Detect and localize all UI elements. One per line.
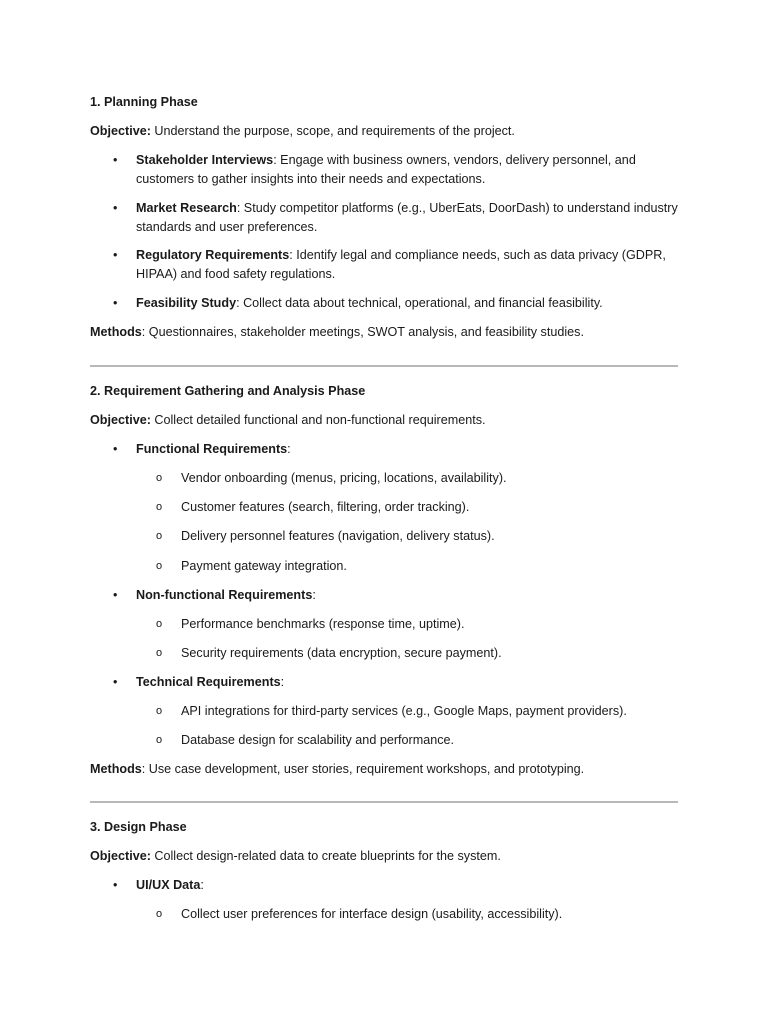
sub-bullet-icon: o bbox=[156, 472, 163, 484]
list-item bbox=[136, 673, 684, 692]
sub-list-item: Vendor onboarding (menus, pricing, locations, availability). bbox=[181, 471, 507, 485]
methods-line bbox=[90, 760, 680, 779]
list-item-label: Functional Requirements bbox=[136, 442, 288, 456]
sub-bullet-icon: o bbox=[156, 501, 163, 513]
list-item bbox=[136, 586, 684, 605]
methods-label: Methods bbox=[90, 325, 142, 339]
section-heading: 1. Planning Phase bbox=[90, 95, 198, 109]
sub-list-item: Collect user preferences for interface design (usability, accessibility). bbox=[181, 907, 563, 921]
list-item-text: : bbox=[287, 442, 291, 456]
list-item-label: Technical Requirements bbox=[136, 675, 281, 689]
objective-text: Collect design-related data to create blueprints for the system. bbox=[150, 849, 501, 863]
sub-list-item: API integrations for third-party services (e.g., Google Maps, payment providers). bbox=[181, 704, 627, 718]
bullet-icon: • bbox=[113, 588, 118, 602]
sub-list-item: Performance benchmarks (response time, uptime). bbox=[181, 617, 465, 631]
list-item-text: : Identify legal and compliance needs, such as data privacy (GDPR, HIPAA) and food safety regulations. bbox=[136, 248, 666, 281]
sub-list-item: Customer features (search, filtering, order tracking). bbox=[181, 500, 470, 514]
objective-line bbox=[90, 411, 680, 430]
sub-bullet-icon: o bbox=[156, 908, 163, 920]
list-item-text: : Engage with business owners, vendors, delivery personnel, and customers to gather insights into their needs and expectations. bbox=[136, 153, 636, 186]
section-heading: 2. Requirement Gathering and Analysis Phase bbox=[90, 384, 366, 398]
list-item bbox=[136, 246, 684, 283]
methods-line bbox=[90, 323, 680, 342]
list-item bbox=[136, 440, 684, 459]
sub-bullet-icon: o bbox=[156, 618, 163, 630]
methods-label: Methods bbox=[90, 762, 142, 776]
list-item-text: : bbox=[312, 588, 316, 602]
section-divider bbox=[90, 365, 678, 367]
objective-label: Objective: bbox=[90, 849, 151, 863]
list-item bbox=[136, 876, 684, 895]
bullet-icon: • bbox=[113, 248, 118, 262]
sub-list-item: Security requirements (data encryption, secure payment). bbox=[181, 646, 502, 660]
bullet-icon: • bbox=[113, 442, 118, 456]
section-heading: 3. Design Phase bbox=[90, 820, 187, 834]
list-item-label: Market Research bbox=[136, 201, 237, 215]
methods-text: : Questionnaires, stakeholder meetings, SWOT analysis, and feasibility studies. bbox=[141, 325, 584, 339]
bullet-icon: • bbox=[113, 296, 118, 310]
objective-text: Collect detailed functional and non-functional requirements. bbox=[150, 413, 486, 427]
list-item-label: Regulatory Requirements bbox=[136, 248, 290, 262]
list-item bbox=[136, 199, 684, 236]
sub-list-item: Payment gateway integration. bbox=[181, 559, 347, 573]
sub-bullet-icon: o bbox=[156, 560, 163, 572]
sub-list-item: Database design for scalability and performance. bbox=[181, 733, 455, 747]
objective-label: Objective: bbox=[90, 124, 151, 138]
bullet-icon: • bbox=[113, 153, 118, 167]
bullet-icon: • bbox=[113, 675, 118, 689]
list-item-label: UI/UX Data bbox=[136, 878, 201, 892]
list-item-text: : Collect data about technical, operational, and financial feasibility. bbox=[236, 296, 603, 310]
sub-bullet-icon: o bbox=[156, 734, 163, 746]
objective-line bbox=[90, 122, 680, 141]
list-item-label: Stakeholder Interviews bbox=[136, 153, 274, 167]
objective-label: Objective: bbox=[90, 413, 151, 427]
list-item-label: Non-functional Requirements bbox=[136, 588, 313, 602]
list-item-text: : bbox=[200, 878, 204, 892]
sub-bullet-icon: o bbox=[156, 705, 163, 717]
list-item-label: Feasibility Study bbox=[136, 296, 237, 310]
list-item bbox=[136, 151, 684, 188]
bullet-icon: • bbox=[113, 878, 118, 892]
methods-text: : Use case development, user stories, requirement workshops, and prototyping. bbox=[141, 762, 585, 776]
list-item-text: : bbox=[280, 675, 285, 689]
bullet-icon: • bbox=[113, 201, 118, 215]
objective-line bbox=[90, 847, 680, 866]
sub-list-item: Delivery personnel features (navigation, delivery status). bbox=[181, 529, 495, 543]
objective-text: Understand the purpose, scope, and requirements of the project. bbox=[150, 124, 515, 138]
sub-bullet-icon: o bbox=[156, 530, 163, 542]
list-item bbox=[136, 294, 684, 313]
sub-bullet-icon: o bbox=[156, 647, 163, 659]
list-item-text: : Study competitor platforms (e.g., UberEats, DoorDash) to understand industry standards and user preferences. bbox=[136, 201, 678, 234]
section-divider bbox=[90, 801, 678, 803]
